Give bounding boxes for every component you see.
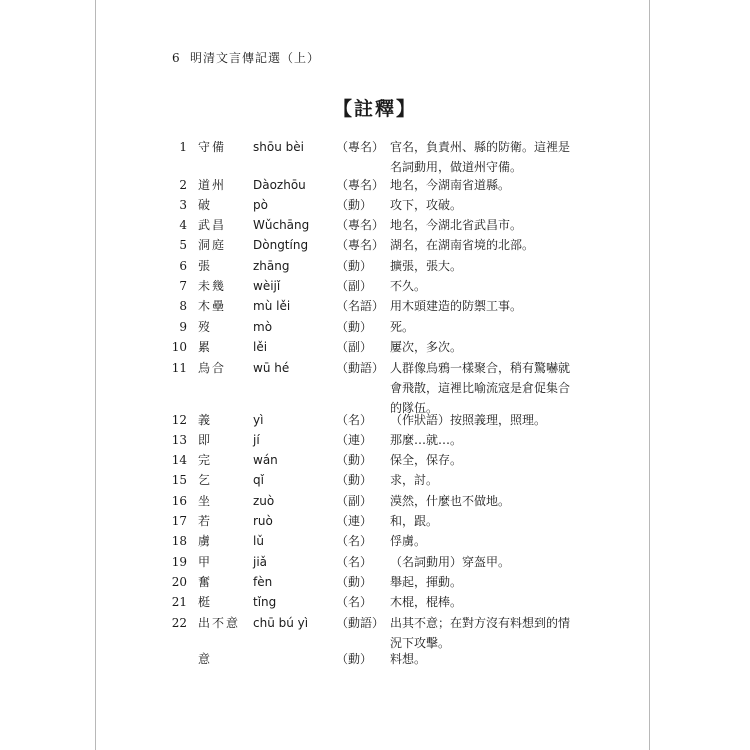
note-number: 11 bbox=[171, 361, 187, 375]
note-number: 21 bbox=[171, 595, 187, 609]
note-term: 洞庭 bbox=[198, 238, 227, 252]
note-definition: 死。 bbox=[390, 320, 415, 334]
note-term: 烏合 bbox=[198, 361, 227, 375]
note-number: 12 bbox=[171, 413, 187, 427]
note-definition: （作狀語）按照義理，照理。 bbox=[390, 413, 547, 427]
page-number: 6 bbox=[172, 51, 181, 65]
note-number: 9 bbox=[179, 320, 187, 334]
note-term: 歿 bbox=[198, 320, 213, 334]
note-part-of-speech: （專名） bbox=[336, 218, 385, 232]
note-number: 16 bbox=[171, 494, 187, 508]
note-term: 若 bbox=[198, 514, 213, 528]
note-term: 破 bbox=[198, 198, 213, 212]
note-definition: 舉起，揮動。 bbox=[390, 575, 463, 589]
note-number: 13 bbox=[171, 433, 187, 447]
note-part-of-speech: （副） bbox=[336, 340, 373, 354]
note-term: 乞 bbox=[198, 473, 213, 487]
note-definition: 料想。 bbox=[390, 652, 427, 666]
note-definition: 屢次，多次。 bbox=[390, 340, 463, 354]
note-pinyin: Dàozhōu bbox=[253, 178, 306, 192]
note-pinyin: qǐ bbox=[253, 473, 264, 487]
note-definition: 用木頭建造的防禦工事。 bbox=[390, 299, 523, 313]
note-term: 奮 bbox=[198, 575, 213, 589]
note-pinyin: shōu bèi bbox=[253, 140, 304, 154]
note-part-of-speech: （專名） bbox=[336, 238, 385, 252]
note-number: 3 bbox=[179, 198, 187, 212]
note-pinyin: wū hé bbox=[253, 361, 290, 375]
note-term: 出不意 bbox=[198, 616, 241, 630]
note-part-of-speech: （名） bbox=[336, 413, 373, 427]
note-pinyin: ruò bbox=[253, 514, 273, 528]
note-definition: 官名，負責州、縣的防衛。這裡是名詞動用，做道州守備。 bbox=[390, 140, 571, 174]
note-part-of-speech: （動） bbox=[336, 320, 373, 334]
note-number: 10 bbox=[171, 340, 187, 354]
note-pinyin: Wǔchāng bbox=[253, 218, 310, 232]
note-term: 武昌 bbox=[198, 218, 227, 232]
note-term: 守備 bbox=[198, 140, 227, 154]
note-pinyin: wèijǐ bbox=[253, 279, 281, 293]
note-term: 意 bbox=[198, 652, 213, 666]
running-head bbox=[172, 49, 320, 66]
note-pinyin: zhāng bbox=[253, 259, 290, 273]
note-pinyin: yì bbox=[253, 413, 264, 427]
note-term: 未幾 bbox=[198, 279, 227, 293]
note-term: 坐 bbox=[198, 494, 213, 508]
note-part-of-speech: （動語） bbox=[336, 361, 385, 375]
note-term: 虜 bbox=[198, 534, 213, 548]
note-term: 甲 bbox=[198, 555, 213, 569]
note-pinyin: tǐng bbox=[253, 595, 277, 609]
note-definition: 地名，今湖北省武昌市。 bbox=[390, 218, 523, 232]
note-number: 19 bbox=[171, 555, 187, 569]
book-title: 明清文言傳記選（上） bbox=[190, 51, 321, 65]
note-pinyin: mò bbox=[253, 320, 273, 334]
note-part-of-speech: （動） bbox=[336, 453, 373, 467]
note-number: 8 bbox=[179, 299, 187, 313]
note-definition: 地名，今湖南省道縣。 bbox=[390, 178, 511, 192]
note-number: 5 bbox=[179, 238, 187, 252]
note-term: 即 bbox=[198, 433, 213, 447]
note-part-of-speech: （動） bbox=[336, 575, 373, 589]
note-definition: 漠然，什麼也不做地。 bbox=[390, 494, 511, 508]
note-pinyin: lǔ bbox=[253, 534, 264, 548]
note-pinyin: zuò bbox=[253, 494, 275, 508]
note-definition: 那麼…就…。 bbox=[390, 433, 463, 447]
note-definition: （名詞動用）穿盔甲。 bbox=[390, 555, 511, 569]
note-definition: 不久。 bbox=[390, 279, 427, 293]
note-number: 15 bbox=[171, 473, 187, 487]
note-part-of-speech: （專名） bbox=[336, 178, 385, 192]
note-part-of-speech: （動） bbox=[336, 473, 373, 487]
note-part-of-speech: （專名） bbox=[336, 140, 385, 154]
note-number: 2 bbox=[179, 178, 187, 192]
note-term: 道州 bbox=[198, 178, 227, 192]
note-number: 7 bbox=[179, 279, 187, 293]
note-number: 14 bbox=[171, 453, 187, 467]
note-part-of-speech: （連） bbox=[336, 514, 373, 528]
note-definition: 湖名，在湖南省境的北部。 bbox=[390, 238, 535, 252]
section-title: 【註釋】 bbox=[332, 98, 417, 120]
note-number: 22 bbox=[171, 616, 187, 630]
note-pinyin: wán bbox=[253, 453, 278, 467]
note-definition: 擴張，張大。 bbox=[390, 259, 463, 273]
note-term: 梃 bbox=[198, 595, 213, 609]
note-number: 1 bbox=[179, 140, 187, 154]
note-definition: 木棍，棍棒。 bbox=[390, 595, 463, 609]
note-number: 6 bbox=[179, 259, 187, 273]
note-term: 張 bbox=[198, 259, 213, 273]
note-part-of-speech: （名） bbox=[336, 534, 373, 548]
note-part-of-speech: （名） bbox=[336, 555, 373, 569]
note-pinyin: pò bbox=[253, 198, 268, 212]
note-pinyin: Dòngtíng bbox=[253, 238, 309, 252]
note-pinyin: fèn bbox=[253, 575, 273, 589]
note-pinyin: lěi bbox=[253, 340, 268, 354]
note-term: 義 bbox=[198, 413, 213, 427]
note-number: 17 bbox=[171, 514, 187, 528]
note-part-of-speech: （副） bbox=[336, 279, 373, 293]
note-pinyin: mù lěi bbox=[253, 299, 291, 313]
note-part-of-speech: （連） bbox=[336, 433, 373, 447]
note-pinyin: chū bú yì bbox=[253, 616, 309, 630]
note-number: 18 bbox=[171, 534, 187, 548]
note-part-of-speech: （動） bbox=[336, 198, 373, 212]
note-definition: 保全，保存。 bbox=[390, 453, 463, 467]
note-pinyin: jí bbox=[253, 433, 260, 447]
note-number: 4 bbox=[179, 218, 187, 232]
note-definition: 攻下，攻破。 bbox=[390, 198, 463, 212]
note-part-of-speech: （名） bbox=[336, 595, 373, 609]
note-part-of-speech: （動） bbox=[336, 652, 373, 666]
note-term: 累 bbox=[198, 340, 213, 354]
note-term: 木壘 bbox=[198, 299, 227, 313]
note-definition: 求，討。 bbox=[390, 473, 439, 487]
note-pinyin: jiǎ bbox=[253, 555, 268, 569]
note-part-of-speech: （動語） bbox=[336, 616, 385, 630]
note-definition: 俘虜。 bbox=[390, 534, 427, 548]
note-number: 20 bbox=[171, 575, 187, 589]
note-part-of-speech: （副） bbox=[336, 494, 373, 508]
note-definition: 出其不意；在對方沒有料想到的情況下攻擊。 bbox=[390, 616, 571, 650]
note-definition: 人群像烏鴉一樣聚合，稍有驚嚇就會飛散，這裡比喻流寇是倉促集合的隊伍。 bbox=[390, 361, 571, 415]
note-part-of-speech: （動） bbox=[336, 259, 373, 273]
note-definition: 和，跟。 bbox=[390, 514, 439, 528]
note-term: 完 bbox=[198, 453, 213, 467]
note-part-of-speech: （名語） bbox=[336, 299, 385, 313]
